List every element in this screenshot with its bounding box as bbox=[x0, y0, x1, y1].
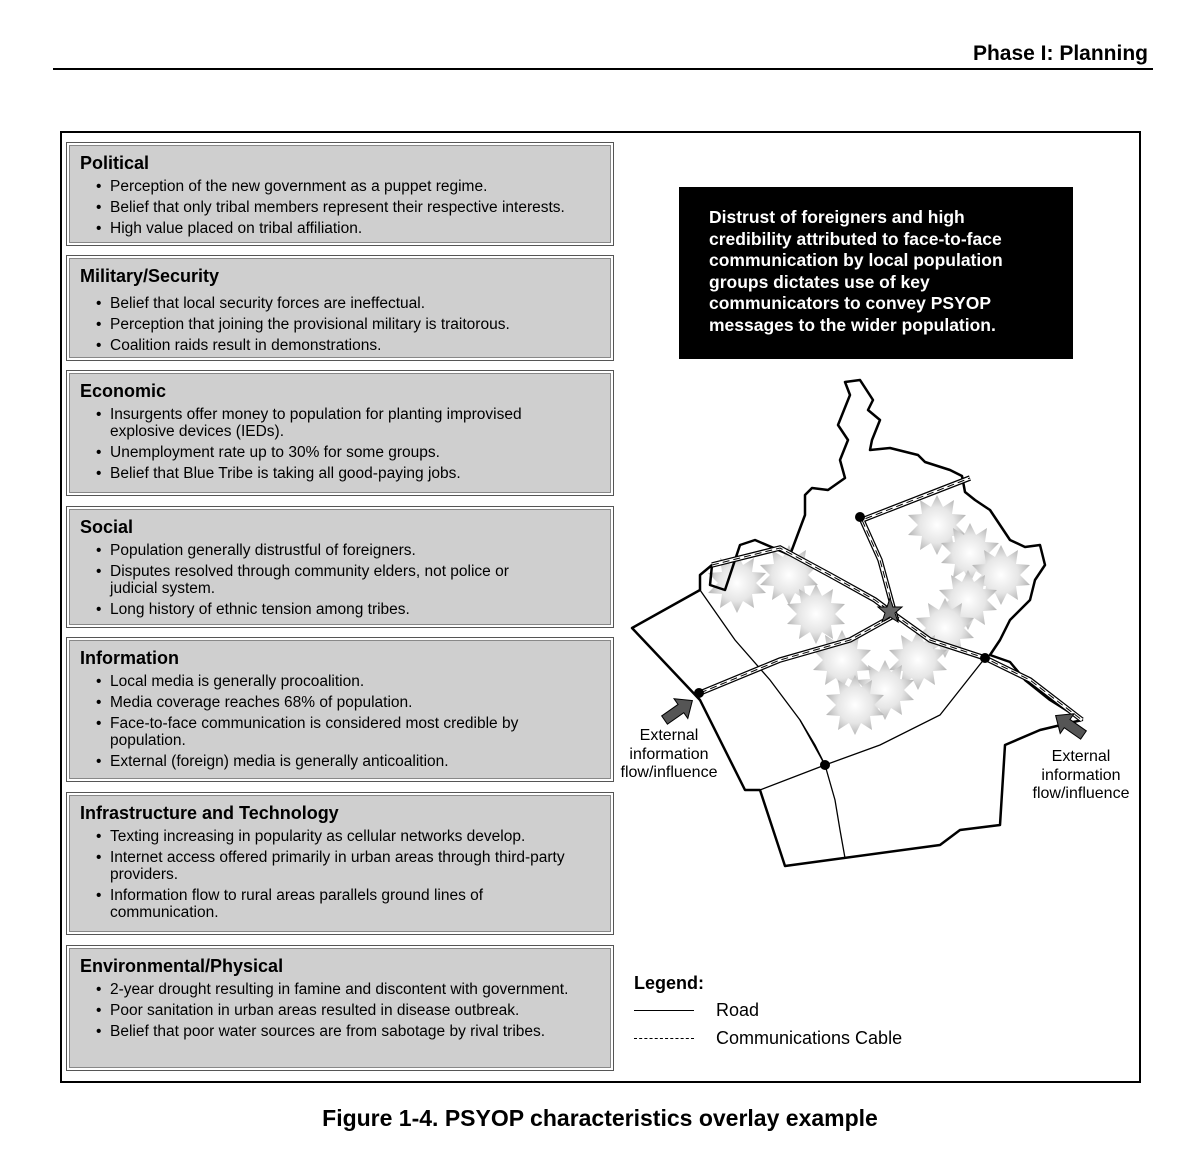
legend-cable-row bbox=[634, 1028, 902, 1049]
category-infrastructure-technology bbox=[66, 792, 614, 935]
category-title: Social bbox=[80, 517, 134, 537]
category-item: • Internet access offered primarily in urban areas through third-party providers. bbox=[110, 849, 570, 883]
category-item: • Perception of the new government as a puppet regime. bbox=[110, 178, 600, 195]
area-map bbox=[600, 370, 1160, 890]
page-header-title: Phase I: Planning bbox=[972, 42, 1148, 65]
category-title: Environmental/Physical bbox=[80, 956, 284, 976]
figure-caption: Figure 1-4. PSYOP characteristics overlay example bbox=[322, 1105, 878, 1131]
category-item: • Belief that Blue Tribe is taking all good-paying jobs. bbox=[110, 465, 560, 482]
category-title: Political bbox=[80, 153, 150, 173]
key-node bbox=[855, 512, 865, 522]
key-communicator-callout: Distrust of foreigners and high credibility attributed to face-to-face communication by local population groups dictates use of key communicators to convey PSYOP messages to the wider population. bbox=[679, 187, 1073, 359]
category-item: • Face-to-face communication is considered most credible by population. bbox=[110, 715, 560, 749]
category-item: • Long history of ethnic tension among tribes. bbox=[110, 601, 540, 618]
category-information bbox=[66, 637, 614, 782]
legend-cable-label: Communications Cable bbox=[716, 1028, 903, 1048]
category-item: • Local media is generally procoalition. bbox=[110, 673, 560, 690]
category-title: Military/Security bbox=[80, 266, 220, 286]
road bbox=[800, 720, 825, 765]
legend-road-label: Road bbox=[716, 1000, 760, 1020]
category-item: • Insurgents offer money to population for planting improvised explosive devices (IEDs). bbox=[110, 406, 560, 440]
category-item: • External (foreign) media is generally anticoalition. bbox=[110, 753, 560, 770]
external-flow-label-right: External information flow/influence bbox=[1032, 748, 1130, 802]
category-item: • High value placed on tribal affiliation. bbox=[110, 220, 600, 237]
category-item: • Population generally distrustful of foreigners. bbox=[110, 542, 540, 559]
category-item: • Media coverage reaches 68% of population. bbox=[110, 694, 560, 711]
category-item: • Information flow to rural areas parallels ground lines of communication. bbox=[110, 887, 570, 921]
category-item: • Perception that joining the provisional military is traitorous. bbox=[110, 316, 600, 333]
key-node bbox=[980, 653, 990, 663]
category-title: Economic bbox=[80, 381, 167, 401]
category-economic bbox=[66, 370, 614, 496]
category-item: • Belief that only tribal members represent their respective interests. bbox=[110, 199, 600, 216]
category-item: • Texting increasing in popularity as cellular networks develop. bbox=[110, 828, 570, 845]
category-item: • Disputes resolved through community elders, not police or judicial system. bbox=[110, 563, 540, 597]
category-environmental-physical bbox=[66, 945, 614, 1071]
arrow-icon bbox=[658, 691, 700, 730]
key-node bbox=[694, 688, 704, 698]
category-item: • Coalition raids result in demonstrations. bbox=[110, 337, 600, 354]
legend-cable-line bbox=[634, 1038, 694, 1039]
header-rule bbox=[53, 68, 1153, 70]
category-title: Infrastructure and Technology bbox=[80, 803, 339, 823]
category-item: • Belief that local security forces are ineffectual. bbox=[110, 295, 600, 312]
legend-title: Legend: bbox=[634, 973, 704, 993]
category-title: Information bbox=[80, 648, 179, 668]
category-military-security bbox=[66, 255, 614, 361]
legend-road-row bbox=[634, 1000, 759, 1021]
category-item: • Belief that poor water sources are from sabotage by rival tribes. bbox=[110, 1023, 570, 1040]
map-boundary bbox=[632, 380, 1082, 866]
category-item: • Unemployment rate up to 30% for some groups. bbox=[110, 444, 560, 461]
category-political bbox=[66, 142, 614, 246]
external-flow-label-left: External information flow/influence bbox=[620, 727, 718, 781]
legend-road-line bbox=[634, 1010, 694, 1011]
category-item: • 2-year drought resulting in famine and discontent with government. bbox=[110, 981, 570, 998]
key-node bbox=[820, 760, 830, 770]
category-item: • Poor sanitation in urban areas resulted in disease outbreak. bbox=[110, 1002, 570, 1019]
category-social bbox=[66, 506, 614, 628]
